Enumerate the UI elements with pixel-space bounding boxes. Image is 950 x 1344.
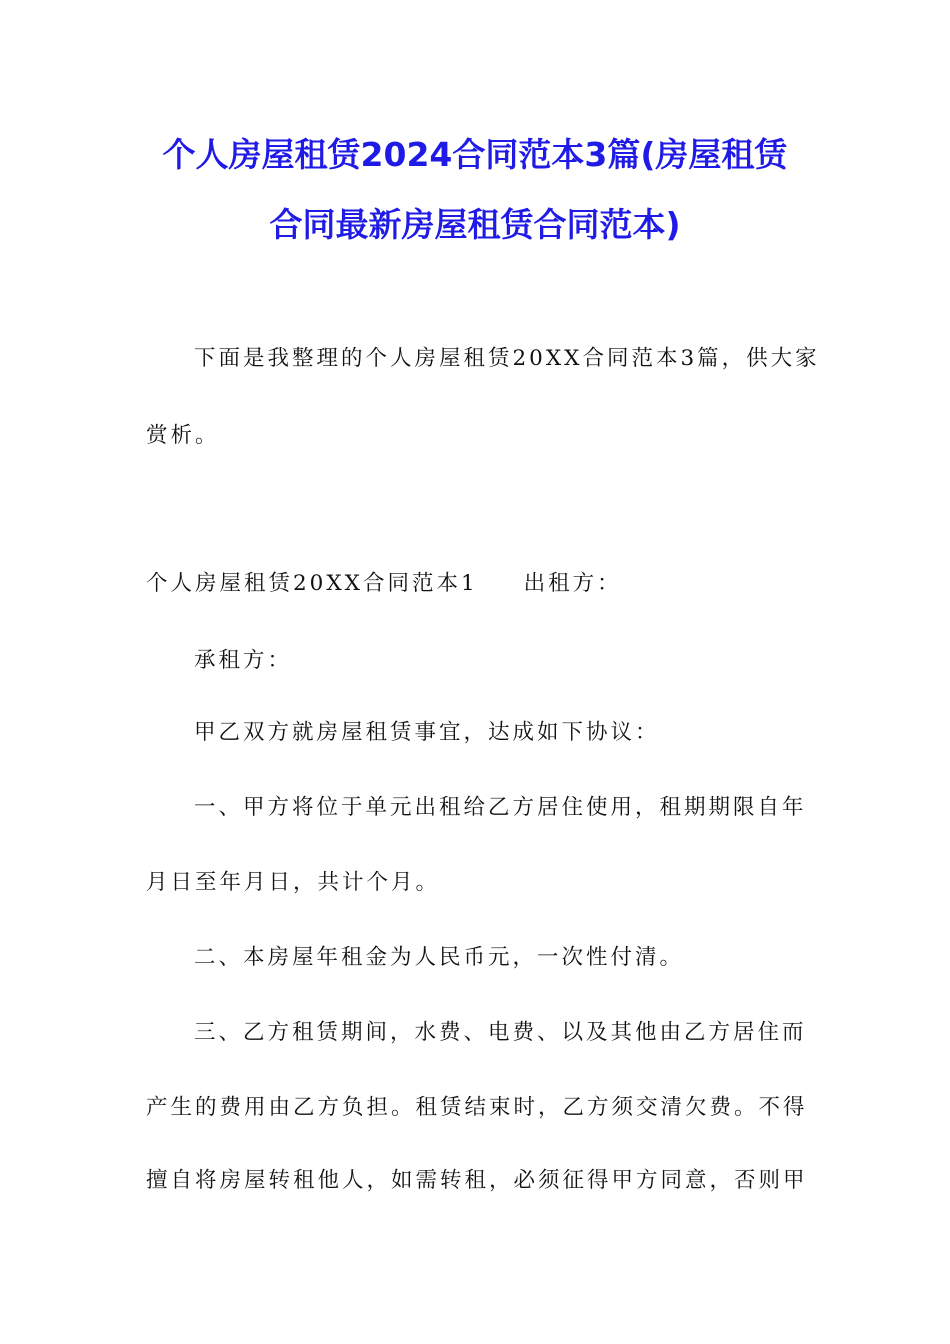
- clause-3-line-1: 三、乙方租赁期间，水费、电费、以及其他由乙方居住而: [194, 1020, 807, 1045]
- clause-2: 二、本房屋年租金为人民币元，一次性付清。: [194, 945, 685, 970]
- intro-paragraph-line-1: 下面是我整理的个人房屋租赁20XX合同范本3篇，供大家: [194, 346, 820, 371]
- lessor-label: 出租方：: [523, 571, 622, 596]
- lessee-label: 承租方：: [194, 648, 293, 673]
- sample-heading: 个人房屋租赁20XX合同范本1: [146, 571, 478, 596]
- clause-3-line-2: 产生的费用由乙方负担。租赁结束时，乙方须交清欠费。不得: [146, 1095, 808, 1120]
- sample-heading-row: [146, 573, 622, 595]
- intro-paragraph-line-2: 赏析。: [146, 423, 220, 448]
- document-title-line-2: 合同最新房屋租赁合同范本): [269, 205, 681, 244]
- agreement-intro: 甲乙双方就房屋租赁事宜，达成如下协议：: [194, 720, 660, 745]
- clause-1-line-1: 一、甲方将位于单元出租给乙方居住使用，租期期限自年: [194, 795, 807, 820]
- clause-1-line-2: 月日至年月日，共计个月。: [146, 870, 441, 895]
- document-title-line-1: 个人房屋租赁2024合同范本3篇(房屋租赁: [162, 135, 788, 174]
- clause-3-line-3: 擅自将房屋转租他人，如需转租，必须征得甲方同意，否则甲: [146, 1168, 808, 1193]
